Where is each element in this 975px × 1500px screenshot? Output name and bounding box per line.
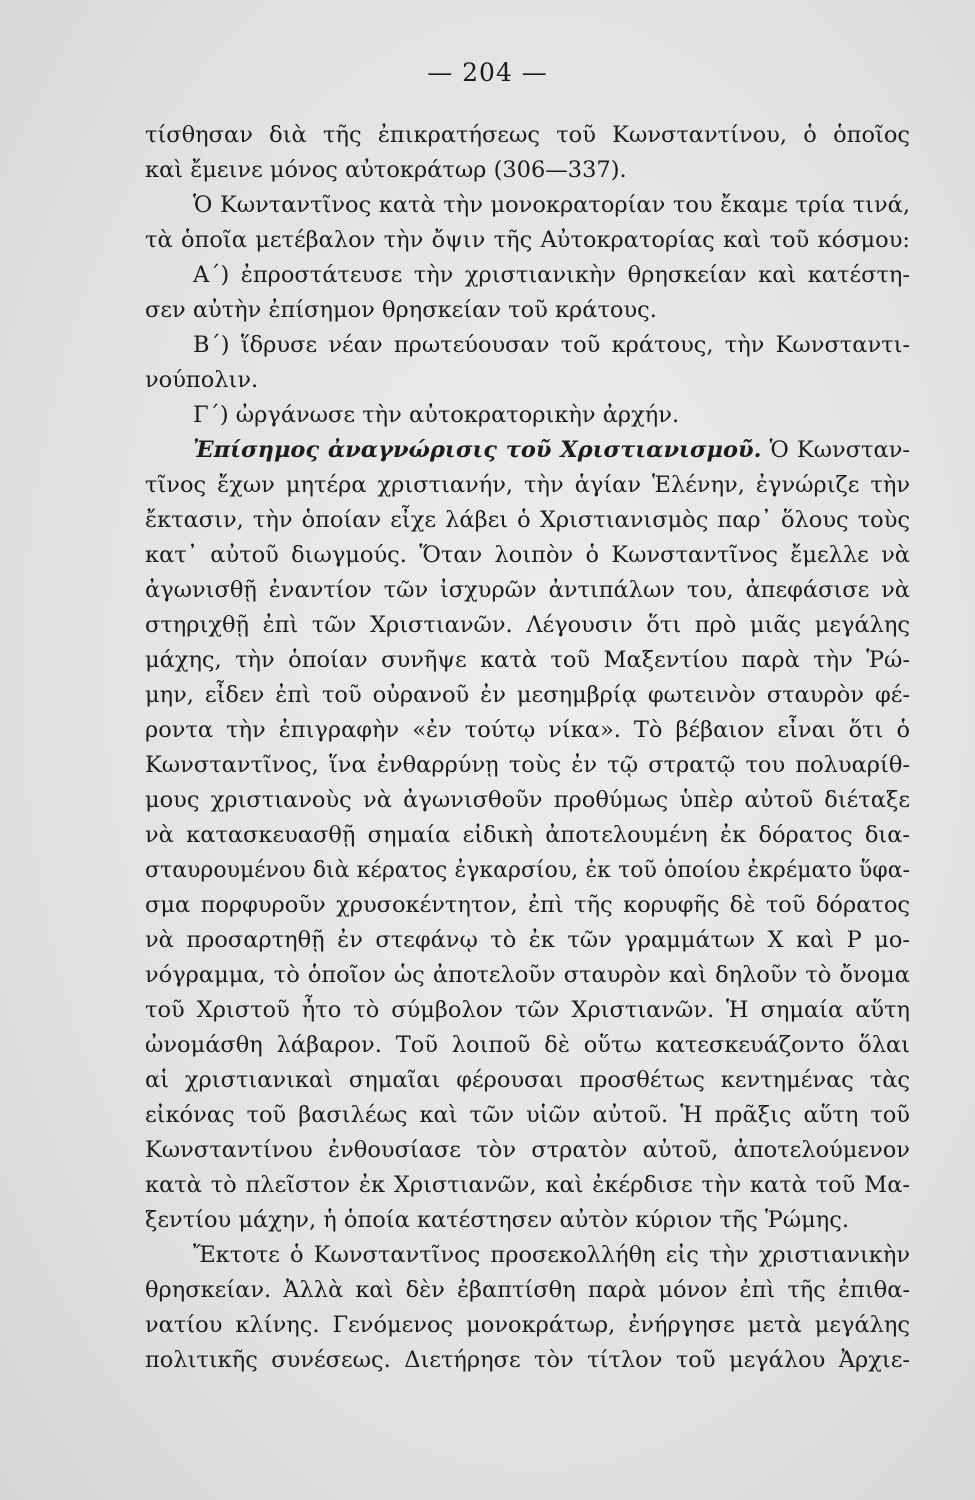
text-line: Β΄) ἵδρυσε νέαν πρωτεύουσαν τοῦ κράτους, τὴν Κωνσταντι- — [193, 332, 910, 358]
text-line: τίσθησαν διὰ τῆς ἐπικρατήσεως τοῦ Κωνσταντίνου, ὁ ὁποῖος — [145, 122, 910, 148]
text-line: νατίου κλίνης. Γενόμενος μονοκράτωρ, ἐνήργησε μετὰ μεγάλης — [145, 1312, 910, 1338]
text-line: μους χριστιανοὺς νὰ ἀγωνισθοῦν προθύμως ὑπὲρ αὐτοῦ διέταξε — [145, 787, 910, 813]
text-line: καὶ ἔμεινε μόνος αὐτοκράτωρ (306—337). — [145, 157, 627, 183]
text-line: νὰ προσαρτηθῇ ἐν στεφάνῳ τὸ ἐκ τῶν γραμμάτων Χ καὶ Ρ μο- — [145, 927, 910, 953]
text-line: νὰ κατασκευασθῇ σημαία εἰδικὴ ἀποτελουμένη ἐκ δόρατος δια- — [145, 822, 910, 848]
text-line: μάχης, τὴν ὁποίαν συνῆψε κατὰ τοῦ Μαξεντίου παρὰ τὴν Ῥώ- — [145, 647, 910, 673]
text-line: ροντα τὴν ἐπιγραφὴν «ἐν τούτῳ νίκα». Τὸ βέβαιον εἶναι ὅτι ὁ — [145, 717, 910, 743]
text-line: ἔκτασιν, τὴν ὁποίαν εἶχε λάβει ὁ Χριστιανισμὸς παρ᾽ ὅλους τοὺς — [145, 507, 910, 533]
text-line: ξεντίου μάχην, ἡ ὁποία κατέστησεν αὐτὸν κύριον τῆς Ῥώμης. — [145, 1207, 849, 1233]
text-line: τὰ ὁποῖα μετέβαλον τὴν ὄψιν τῆς Αὐτοκρατορίας καὶ τοῦ κόσμου: — [145, 227, 910, 253]
text-line: ὠνομάσθη λάβαρον. Τοῦ λοιποῦ δὲ οὕτω κατεσκευάζοντο ὅλαι — [145, 1032, 910, 1058]
text-line: τῖνος ἔχων μητέρα χριστιανήν, τὴν ἁγίαν Ἑλένην, ἐγνώριζε τὴν — [145, 472, 910, 498]
text-line: νόγραμμα, τὸ ὁποῖον ὡς ἀποτελοῦν σταυρὸν καὶ δηλοῦν τὸ ὄνομα — [145, 962, 910, 988]
section-heading-continuation: Ὁ Κωνσταν- — [761, 437, 910, 463]
text-line: στηριχθῇ ἐπὶ τῶν Χριστιανῶν. Λέγουσιν ὅτι πρὸ μιᾶς μεγάλης — [145, 612, 910, 638]
text-line: Ἔκτοτε ὁ Κωνσταντῖνος προσεκολλήθη εἰς τὴν χριστιανικὴν — [193, 1242, 910, 1268]
text-line: σταυρουμένου διὰ κέρατος ἐγκαρσίου, ἐκ τοῦ ὁποίου ἐκρέματο ὕφα- — [145, 858, 910, 883]
text-line: σμα πορφυροῦν χρυσοκέντητον, ἐπὶ τῆς κορυφῆς δὲ τοῦ δόρατος — [145, 892, 910, 918]
text-line: τοῦ Χριστοῦ ἦτο τὸ σύμβολον τῶν Χριστιανῶν. Ἡ σημαία αὕτη — [145, 997, 910, 1023]
text-line: κατὰ τὸ πλεῖστον ἐκ Χριστιανῶν, καὶ ἐκέρδισε τὴν κατὰ τοῦ Μα- — [145, 1172, 910, 1198]
text-line: θρησκείαν. Ἀλλὰ καὶ δὲν ἐβαπτίσθη παρὰ μόνον ἐπὶ τῆς ἐπιθα- — [145, 1277, 910, 1303]
text-line: Ὁ Κωνταντῖνος κατὰ τὴν μονοκρατορίαν του ἔκαμε τρία τινά, — [193, 192, 910, 218]
text-line: ἀγωνισθῇ ἐναντίον τῶν ἰσχυρῶν ἀντιπάλων του, ἀπεφάσισε νὰ — [145, 577, 910, 603]
text-line: μην, εἶδεν ἐπὶ τοῦ οὐρανοῦ ἐν μεσημβρίᾳ φωτεινὸν σταυρὸν φέ- — [145, 682, 910, 708]
text-line: αἱ χριστιανικαὶ σημαῖαι φέρουσαι προσθέτως κεντημένας τὰς — [145, 1067, 910, 1093]
section-heading-line — [145, 433, 910, 468]
page-number: — 204 — — [427, 58, 548, 87]
text-line: πολιτικῆς συνέσεως. Διετήρησε τὸν τίτλον τοῦ μεγάλου Ἀρχιε- — [145, 1347, 910, 1373]
body-text — [145, 118, 910, 1378]
text-line: Γ΄) ὠργάνωσε τὴν αὐτοκρατορικὴν ἀρχήν. — [193, 402, 680, 428]
text-line: κατ᾽ αὐτοῦ διωγμούς. Ὅταν λοιπὸν ὁ Κωνσταντῖνος ἔμελλε νὰ — [145, 542, 910, 568]
text-line: Κωνσταντίνου ἐνθουσίασε τὸν στρατὸν αὐτοῦ, ἀποτελούμενον — [145, 1137, 910, 1163]
text-line: Κωνσταντῖνος, ἵνα ἐνθαρρύνῃ τοὺς ἐν τῷ στρατῷ του πολυαρίθ- — [145, 752, 910, 778]
text-line: Α΄) ἐπροστάτευσε τὴν χριστιανικὴν θρησκείαν καὶ κατέστη- — [193, 262, 910, 288]
section-heading: Ἐπίσημος ἀναγνώρισις τοῦ Χριστιανισμοῦ. — [193, 437, 762, 463]
text-line: νούπολιν. — [145, 367, 259, 393]
text-line: εἰκόνας τοῦ βασιλέως καὶ τῶν υἱῶν αὐτοῦ. Ἡ πρᾶξις αὕτη τοῦ — [145, 1102, 910, 1128]
text-line: σεν αὐτὴν ἐπίσημον θρησκείαν τοῦ κράτους. — [145, 297, 657, 323]
